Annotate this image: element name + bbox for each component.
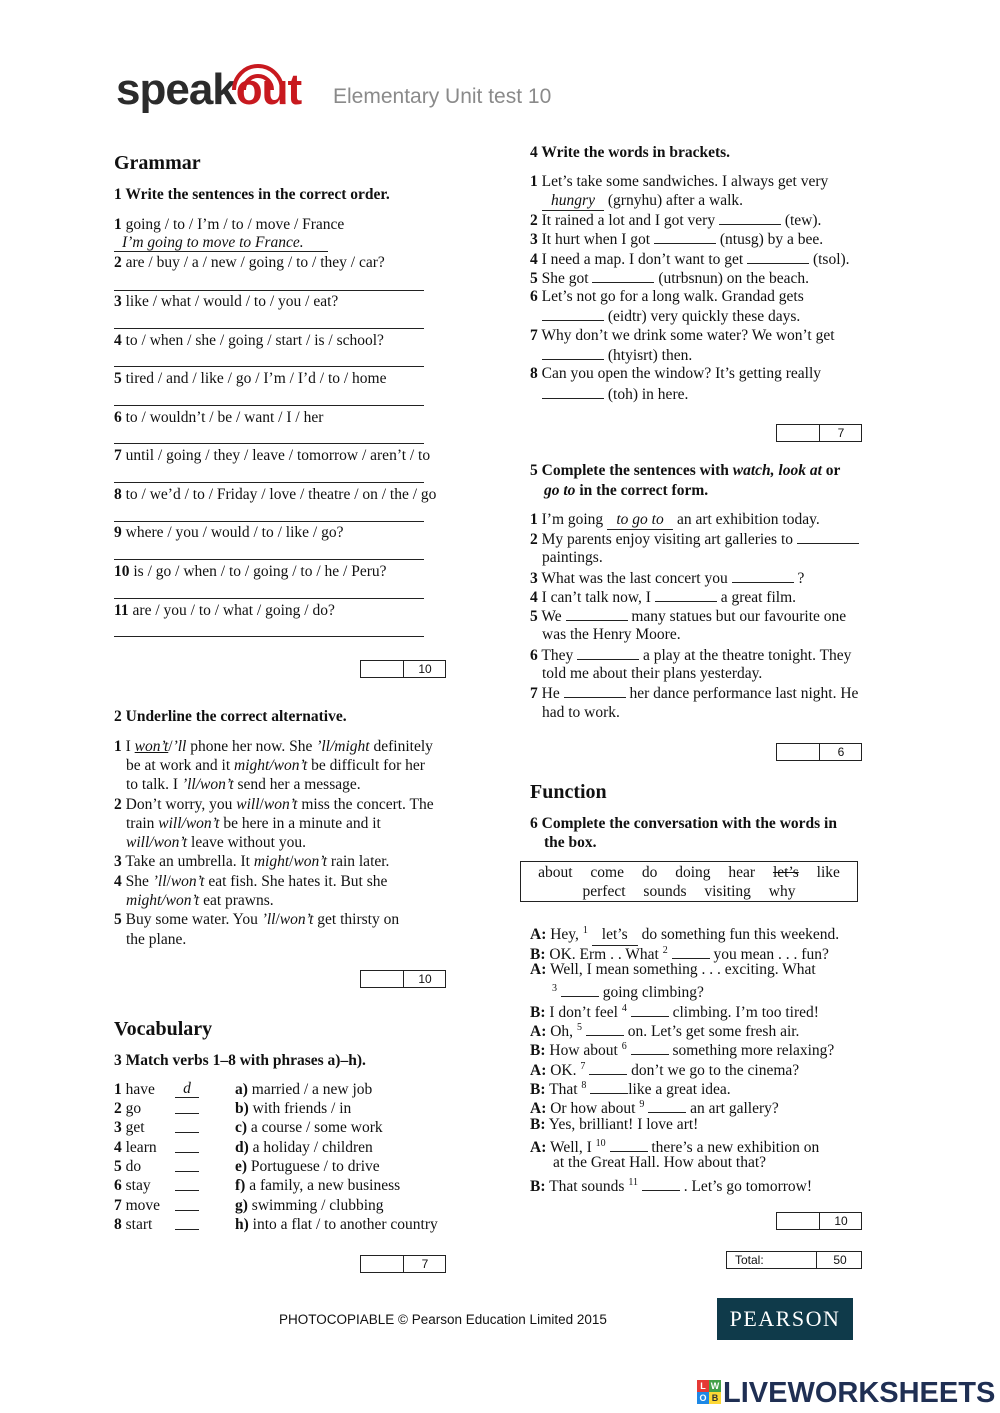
box-word: about <box>538 864 573 881</box>
task1-item-11: 11 are / you / to / what / going / do? <box>114 602 335 619</box>
task1-item-2: 2 are / buy / a / new / going / to / they / car? <box>114 254 385 271</box>
answer-line[interactable] <box>114 598 424 599</box>
task5-item-5-line2: was the Henry Moore. <box>542 626 681 643</box>
task3-answer-blank[interactable] <box>175 1196 199 1216</box>
task3-answer-blank[interactable] <box>175 1215 199 1235</box>
task5-heading-line1: 5 Complete the sentences with watch, look at or <box>530 462 841 479</box>
box-word: like <box>816 864 840 881</box>
task6-heading-line1: 6 Complete the conversation with the words in <box>530 815 837 832</box>
task2-item-2-line3: will/won’t leave without you. <box>126 834 306 851</box>
task4-item-6-line2: (eidtr) very quickly these days. <box>542 306 800 326</box>
answer-line[interactable] <box>114 559 424 560</box>
dialogue-line-1: A: Hey, $^1$ let’s do something fun this weekend. <box>530 921 839 946</box>
task2-item-1-line3: to talk. I ’ll/won’t send her a message. <box>126 776 361 793</box>
dialogue-line-14: B: That sounds $^{11}$ . Let’s go tomorrow! <box>530 1177 813 1196</box>
dialogue-line-11: B: Yes, brilliant! I love art! <box>530 1116 699 1133</box>
task3-phrase-a: a) married / a new job <box>235 1081 373 1098</box>
task5-item-7-line2: had to work. <box>542 704 620 721</box>
task3-phrase-d: d) a holiday / children <box>235 1139 373 1156</box>
task1-item-3: 3 like / what / would / to / you / eat? <box>114 293 339 310</box>
unit-test-title: Elementary Unit test 10 <box>333 85 552 108</box>
task5-item-5-line1: 5 We many statues but our favourite one <box>530 608 847 625</box>
task3-answer-blank[interactable] <box>175 1157 199 1177</box>
dialogue-line-13: at the Great Hall. How about that? <box>553 1154 767 1171</box>
task4-item-5: 5 She got (utrbsnun) on the beach. <box>530 270 809 287</box>
answer-line[interactable] <box>114 366 424 367</box>
task3-verb-6: 6 stay <box>114 1177 151 1194</box>
task2-item-2-line2: train will/won’t be here in a minute and it <box>126 815 381 832</box>
task1-heading: 1 Write the sentences in the correct order. <box>114 186 390 203</box>
task5-item-2-line1: 2 My parents enjoy visiting art galleries to <box>530 529 859 549</box>
task5-item-3: 3 What was the last concert you ? <box>530 570 805 587</box>
task4-item-7-line1: 7 Why don’t we drink some water? We won’t get <box>530 327 835 344</box>
task4-item-7-line2: (htyisrt) then. <box>542 345 692 365</box>
task2-item-4-line1: 4 She ’ll/won’t eat fish. She hates it. But she <box>114 873 388 890</box>
task3-phrase-f: f) a family, a new business <box>235 1177 401 1194</box>
task2-item-4-line2: might/won’t eat prawns. <box>126 892 274 909</box>
task6-heading-line2: the box. <box>544 834 597 851</box>
answer-line[interactable] <box>114 405 424 406</box>
task3-phrase-b: b) with friends / in <box>235 1100 352 1117</box>
task3-heading: 3 Match verbs 1–8 with phrases a)–h). <box>114 1052 366 1069</box>
score-box-task5[interactable]: 6 <box>776 743 862 761</box>
task5-item-6-line2: told me about their plans yesterday. <box>542 665 763 682</box>
word-box <box>520 861 858 902</box>
task3-phrase-h: h) into a flat / to another country <box>235 1216 438 1233</box>
task5-item-7-line1: 7 He her dance performance last night. He <box>530 685 859 702</box>
dialogue-line-12: A: Well, I $^{10}$ there’s a new exhibition on <box>530 1138 820 1157</box>
answer-line[interactable] <box>114 636 424 637</box>
speakout-logo: speakout <box>116 65 302 114</box>
task3-verb-8: 8 start <box>114 1216 153 1233</box>
box-word: visiting <box>704 883 751 900</box>
box-word: hear <box>728 864 756 881</box>
task5-item-4: 4 I can’t talk now, I a great film. <box>530 589 797 606</box>
vocabulary-title: Vocabulary <box>114 1018 213 1040</box>
box-word-used: let’s <box>772 864 799 881</box>
task4-item-1-line2: hungry (grnyhu) after a walk. <box>542 191 743 211</box>
total-score-box[interactable]: Total: 50 <box>726 1251 862 1269</box>
task5-item-1: 1 I’m going to go to an art exhibition today. <box>530 510 820 530</box>
task5-item-2-line2: paintings. <box>542 549 603 566</box>
function-title: Function <box>530 781 607 803</box>
dialogue-line-6: A: Oh, $^5$ on. Let’s get some fresh air. <box>530 1022 800 1041</box>
task2-item-3: 3 Take an umbrella. It might/won’t rain later. <box>114 853 390 870</box>
dialogue-line-7: B: How about $^6$ something more relaxing? <box>530 1041 835 1060</box>
task1-item-10: 10 is / go / when / to / going / to / he / Peru? <box>114 563 387 580</box>
task1-item-6: 6 to / wouldn’t / be / want / I / her <box>114 409 324 426</box>
dialogue-line-2: B: OK. Erm . . What $^2$ you mean . . . fun? <box>530 945 829 964</box>
task3-answer-blank[interactable] <box>175 1118 199 1138</box>
task3-answer-blank[interactable] <box>175 1176 199 1196</box>
task1-item-7: 7 until / going / they / leave / tomorrow / aren’t / to <box>114 447 431 464</box>
dialogue-line-3: A: Well, I mean something . . . exciting. What <box>530 961 816 978</box>
task4-item-8-line1: 8 Can you open the window? It’s getting really <box>530 365 821 382</box>
box-word: sounds <box>643 883 687 900</box>
dialogue-line-8: A: OK. $^7$ don’t we go to the cinema? <box>530 1061 800 1080</box>
task4-item-2: 2 It rained a lot and I got very (tew). <box>530 212 822 229</box>
box-word: do <box>641 864 658 881</box>
task3-verb-1: 1 have <box>114 1081 155 1098</box>
task3-phrase-g: g) swimming / clubbing <box>235 1197 384 1214</box>
task3-verb-5: 5 do <box>114 1158 142 1175</box>
dialogue-line-9: B: That $^8$ like a great idea. <box>530 1080 731 1099</box>
box-word: doing <box>675 864 711 881</box>
task3-phrase-e: e) Portuguese / to drive <box>235 1158 380 1175</box>
dialogue-line-4: $^3$ going climbing? <box>552 983 704 1002</box>
task3-answer-blank[interactable] <box>175 1138 199 1158</box>
task5-heading-line2: go to in the correct form. <box>544 482 709 499</box>
task1-item-8: 8 to / we’d / to / Friday / love / theatre / on / the / go <box>114 486 437 503</box>
score-box-task2[interactable]: 10 <box>360 970 446 988</box>
task4-item-1-line1: 1 Let’s take some sandwiches. I always get very <box>530 173 829 190</box>
grammar-title: Grammar <box>114 152 201 174</box>
signal-arc-icon <box>228 62 288 92</box>
box-word: come <box>590 864 624 881</box>
task3-answer-blank[interactable] <box>175 1099 199 1119</box>
task3-phrase-c: c) a course / some work <box>235 1119 383 1136</box>
task3-verb-3: 3 get <box>114 1119 145 1136</box>
task2-item-5-line2: the plane. <box>126 931 187 948</box>
task2-heading: 2 Underline the correct alternative. <box>114 708 347 725</box>
task1-item-4: 4 to / when / she / going / start / is / school? <box>114 332 384 349</box>
dialogue-line-5: B: I don’t feel $^4$ climbing. I’m too tired! <box>530 1003 819 1022</box>
dialogue-line-10: A: Or how about $^9$ an art gallery? <box>530 1099 779 1118</box>
score-box-task4[interactable]: 7 <box>776 424 862 442</box>
answer-line[interactable] <box>114 521 424 522</box>
task2-item-1-line1: 1 I won’t/’ll phone her now. She ’ll/might definitely <box>114 738 433 755</box>
copyright-footer: PHOTOCOPIABLE © Pearson Education Limited 2015 <box>279 1312 607 1327</box>
task1-item-9: 9 where / you / would / to / like / go? <box>114 524 344 541</box>
task3-verb-4: 4 learn <box>114 1139 157 1156</box>
task4-item-8-line2: (toh) in here. <box>542 384 688 404</box>
score-box-task1[interactable]: 10 <box>360 660 446 678</box>
task4-item-3: 3 It hurt when I got (ntusg) by a bee. <box>530 231 824 248</box>
task4-item-4: 4 I need a map. I don’t want to get (tsol). <box>530 251 850 268</box>
answer-line[interactable] <box>114 482 424 483</box>
task3-verb-7: 7 move <box>114 1197 161 1214</box>
answer-line[interactable] <box>114 328 424 329</box>
task3-verb-2: 2 go <box>114 1100 142 1117</box>
box-word: why <box>768 883 796 900</box>
task2-item-5-line1: 5 Buy some water. You ’ll/won’t get thirsty on <box>114 911 400 928</box>
task4-heading: 4 Write the words in brackets. <box>530 144 731 161</box>
task1-answer-1: I’m going to move to France. <box>114 234 328 252</box>
task2-item-2-line1: 2 Don’t worry, you will/won’t miss the concert. The <box>114 796 434 813</box>
answer-line[interactable] <box>114 290 424 291</box>
task1-item-1: 1 going / to / I’m / to / move / France <box>114 216 345 233</box>
box-word: perfect <box>582 883 626 900</box>
pearson-logo: PEARSON <box>717 1298 853 1340</box>
task5-item-6-line1: 6 They a play at the theatre tonight. They <box>530 647 852 664</box>
task4-item-6-line1: 6 Let’s not go for a long walk. Grandad gets <box>530 288 804 305</box>
liveworksheets-logo-icon: L W O B <box>697 1380 721 1404</box>
score-box-task3[interactable]: 7 <box>360 1255 446 1273</box>
score-box-task6[interactable]: 10 <box>776 1212 862 1230</box>
liveworksheets-text: LIVEWORKSHEETS <box>723 1377 996 1409</box>
task3-answer-1[interactable]: d <box>175 1080 199 1098</box>
answer-line[interactable] <box>114 443 424 444</box>
task1-item-5: 5 tired / and / like / go / I’m / I’d / to / home <box>114 370 387 387</box>
task2-item-1-line2: be at work and it might/won’t be difficult for her <box>126 757 425 774</box>
